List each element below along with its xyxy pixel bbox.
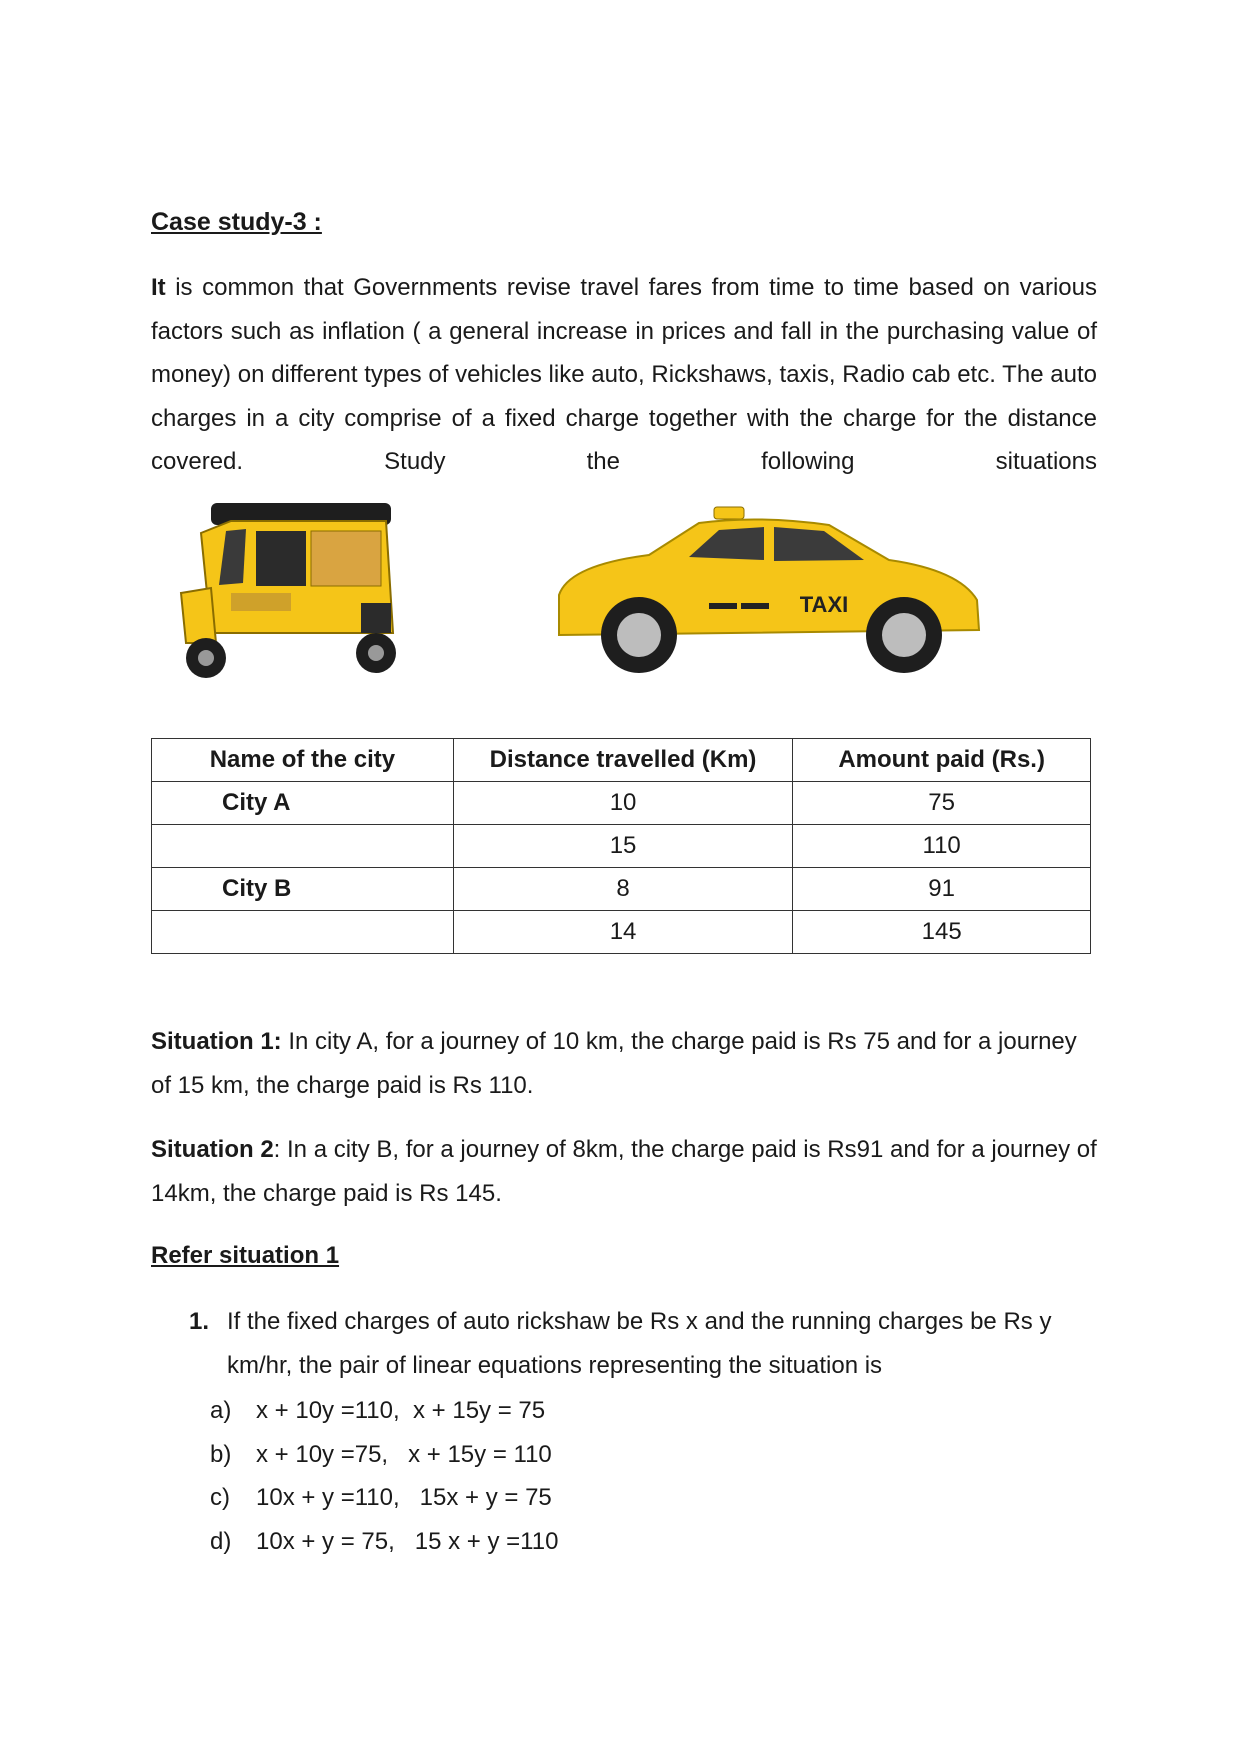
situation-2-label: Situation 2	[151, 1136, 274, 1163]
refer-heading: Refer situation 1	[151, 1242, 340, 1269]
auto-rickshaw-image	[171, 493, 411, 685]
option-text: x + 10y =110, x + 15y = 75	[256, 1397, 546, 1424]
option-text: x + 10y =75, x + 15y = 110	[256, 1440, 552, 1468]
option-letter: c)	[210, 1484, 230, 1511]
header-distance: Distance travelled (Km)	[453, 739, 792, 782]
situation-1-text: In city A, for a journey of 10 km, the charge paid is Rs 75 and for a journey of 15 km, the charge paid is Rs 110.	[151, 1028, 1077, 1099]
taxi-sign: TAXI	[799, 592, 849, 617]
header-city: Name of the city	[152, 739, 454, 782]
answer-options	[210, 1389, 558, 1563]
vehicle-images	[151, 485, 1097, 695]
cell-distance: 15	[453, 825, 792, 868]
cell-amount: 91	[793, 868, 1091, 911]
option-letter: b)	[210, 1440, 232, 1468]
cell-city	[152, 825, 454, 868]
intro-lead: It	[151, 274, 166, 301]
cell-amount: 75	[793, 782, 1091, 825]
table-row	[152, 911, 1091, 954]
cell-distance: 10	[453, 782, 792, 825]
cell-amount: 110	[793, 825, 1091, 868]
cell-distance: 14	[453, 911, 792, 954]
cell-city	[152, 911, 454, 954]
situation-1-label: Situation 1:	[151, 1028, 282, 1055]
cell-distance: 8	[453, 868, 792, 911]
question-text: If the fixed charges of auto rickshaw be Rs x and the running charges be Rs y km/hr, the pair of linear equations representing the situation is	[227, 1308, 1052, 1379]
option-d	[210, 1520, 558, 1564]
option-b	[210, 1433, 558, 1477]
option-letter: d)	[210, 1527, 232, 1555]
option-c	[210, 1476, 558, 1520]
header-amount: Amount paid (Rs.)	[793, 739, 1091, 782]
cell-city: City B	[152, 868, 454, 911]
option-a	[210, 1389, 558, 1433]
table-row	[152, 825, 1091, 868]
option-letter: a)	[210, 1397, 232, 1424]
cell-city: City A	[152, 782, 454, 825]
intro-paragraph	[151, 266, 1097, 484]
cell-amount: 145	[793, 911, 1091, 954]
question-number: 1.	[189, 1308, 210, 1335]
table-row	[152, 782, 1091, 825]
table-row	[152, 868, 1091, 911]
fare-table	[151, 738, 1091, 954]
option-text: 10x + y =110, 15x + y = 75	[256, 1484, 552, 1511]
taxi-car-image	[529, 485, 999, 690]
table-header-row	[152, 739, 1091, 782]
situation-2	[151, 1128, 1097, 1215]
intro-text: is common that Governments revise travel fares from time to time based on various factors such as inflation ( a general increase in prices and fall in the purchasing value of money) on different types of vehicles like auto, Rickshaws, taxis, Radio cab etc. The auto charges in a city comprise of a fixed charge together with the charge for the distance covered. Study the following situations	[151, 274, 1097, 475]
option-text: 10x + y = 75, 15 x + y =110	[256, 1527, 559, 1555]
question-1	[189, 1300, 1099, 1387]
situation-1	[151, 1020, 1097, 1107]
situation-2-text: : In a city B, for a journey of 8km, the charge paid is Rs91 and for a journey of 14km, the charge paid is Rs 145.	[151, 1136, 1097, 1207]
case-study-heading: Case study-3 :	[151, 208, 322, 236]
